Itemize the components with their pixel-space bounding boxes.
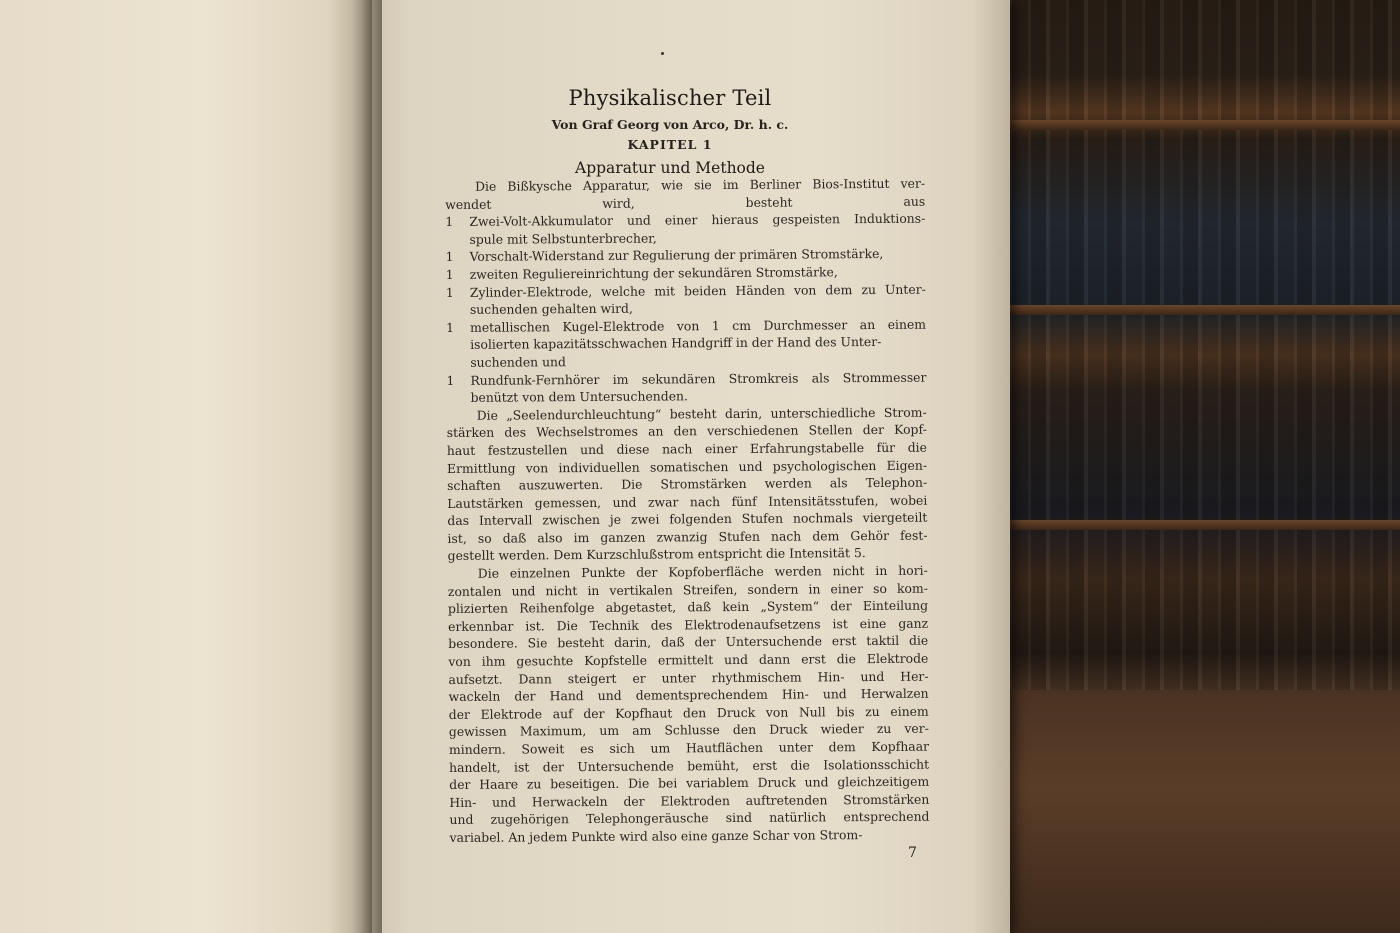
line-text: erkennbar ist. Die Technik des Elektrodenaufsetzens ist eine ganz — [448, 615, 929, 634]
chapter-title: Apparatur und Methode — [575, 159, 765, 177]
line-text: spule mit Selbstunterbrecher, — [469, 230, 657, 247]
line-text: variabel. An jedem Punkte wird also eine ganze Schar von Strom- — [449, 827, 863, 845]
list-item — [445, 210, 925, 231]
list-number: 1 — [446, 372, 455, 388]
line-text: aufsetzt. Dann steigert er unter rhythmischem Hin- und Her- — [448, 668, 929, 687]
list-number: 1 — [445, 249, 454, 265]
line-text: schaften auszuwerten. Die Stromstärken werden als Telephon- — [447, 474, 928, 494]
list-number: 1 — [445, 266, 454, 282]
line-text: suchenden gehalten wird, — [469, 300, 633, 317]
line-text: metallischen Kugel-Elektrode von 1 cm Durchmesser an einem — [469, 316, 927, 335]
list-number: 1 — [445, 214, 454, 230]
line-text: zontalen und nicht in vertikalen Streifen, sondern in einer so kom- — [447, 580, 928, 599]
line-text: plizierten Reihenfolge abgetastet, daß kein „System“ der Einteilung — [447, 597, 929, 617]
line-text: Hin- und Herwackeln der Elektroden auftretenden Stromstärken — [449, 791, 930, 810]
line-text: wackeln der Hand und dementsprechendem Hin- und Herwalzen — [448, 685, 929, 705]
line-text: stärken des Wechselstromes an den verschiedenen Stellen der Kopf- — [446, 421, 927, 441]
line-text: Lautstärken gemessen, und zwar nach fünf Intensitätsstufen, wobei — [447, 492, 928, 511]
list-number: 1 — [445, 284, 454, 300]
line-text: Ermittlung von individuellen somatischen und psychologischen Eigen- — [446, 457, 928, 476]
line-text: und zugehörigen Telephongeräusche sind natürlich entsprechend — [449, 809, 930, 828]
list-number: 1 — [445, 319, 454, 335]
line-text: wendet wird, besteht aus — [445, 193, 926, 212]
body-text — [445, 175, 930, 847]
line-text: suchenden und — [470, 354, 566, 370]
line-text: benützt von dem Untersuchenden. — [470, 388, 688, 405]
line-text: das Intervall zwischen je zwei folgenden Stufen nochmals viergeteilt — [447, 509, 928, 529]
line-text: Die Bißkysche Apparatur, wie sie im Berliner Bios-Institut ver- — [475, 175, 926, 194]
list-item — [446, 368, 926, 389]
line-text: mindern. Soweit es sich um Hautflächen unter dem Kopfhaar — [448, 738, 930, 757]
line-text: Die einzelnen Punkte der Kopfoberfläche werden nicht in hori- — [477, 562, 928, 581]
line-text: Vorschalt-Widerstand zur Regulierung der primären Stromstärke, — [469, 246, 884, 265]
line-text: ist, so daß also im ganzen zwanzig Stufen nach dem Gehör fest- — [447, 527, 928, 546]
line-text: der Elektrode auf der Kopfhaut den Druck von Null bis zu einem — [448, 703, 929, 722]
line-text: Die „Seelendurchleuchtung“ besteht darin, unterschiedliche Strom- — [476, 404, 927, 423]
line-text: gestellt werden. Dem Kurzschlußstrom entspricht die Intensität 5. — [447, 545, 866, 564]
line-text: isolierten kapazitätsschwachen Handgriff in der Hand des Unter- — [470, 334, 882, 353]
shelf-board — [990, 120, 1400, 130]
line-text: Rundfunk-Fernhörer im sekundären Stromkreis als Strommesser — [470, 369, 927, 388]
text-line — [446, 333, 926, 354]
line-text: haut festzustellen und diese nach einer Erfahrungstabelle für die — [446, 439, 927, 458]
chapter-heading: KAPITEL 1 — [627, 137, 713, 152]
page-title: Physikalischer Teil — [568, 86, 772, 110]
page-number: 7 — [908, 845, 917, 861]
wooden-table — [990, 690, 1400, 933]
shelf-board — [990, 305, 1400, 315]
line-text: besondere. Sie besteht darin, daß der Untersuchende erst taktil die — [448, 633, 929, 652]
line-text: gewissen Maximum, um am Schlusse den Druck wieder zu ver- — [448, 721, 929, 740]
left-page-blank — [0, 0, 372, 933]
line-text: zweiten Reguliereinrichtung der sekundären Stromstärke, — [469, 264, 838, 282]
line-text: handelt, ist der Untersuchende bemüht, erst die Isolationsschicht — [449, 756, 930, 775]
line-text: Zwei-Volt-Akkumulator und einer hieraus gespeisten Induktions- — [469, 210, 926, 230]
list-item — [446, 280, 926, 301]
list-item — [445, 245, 925, 266]
line-text: Zylinder-Elektrode, welche mit beiden Händen von dem zu Unter- — [469, 281, 926, 300]
book-gutter-shadow — [352, 0, 382, 933]
text-line — [450, 826, 930, 847]
author-line: Von Graf Georg von Arco, Dr. h. c. — [551, 117, 789, 132]
line-text: der Haare zu beseitigen. Die bei variablem Druck und gleichzeitigem — [449, 773, 930, 793]
shelf-board — [990, 520, 1400, 530]
page-mark — [661, 52, 664, 55]
line-text: von ihm gesuchte Kopfstelle ermittelt und dann erst die Elektrode — [448, 650, 929, 670]
